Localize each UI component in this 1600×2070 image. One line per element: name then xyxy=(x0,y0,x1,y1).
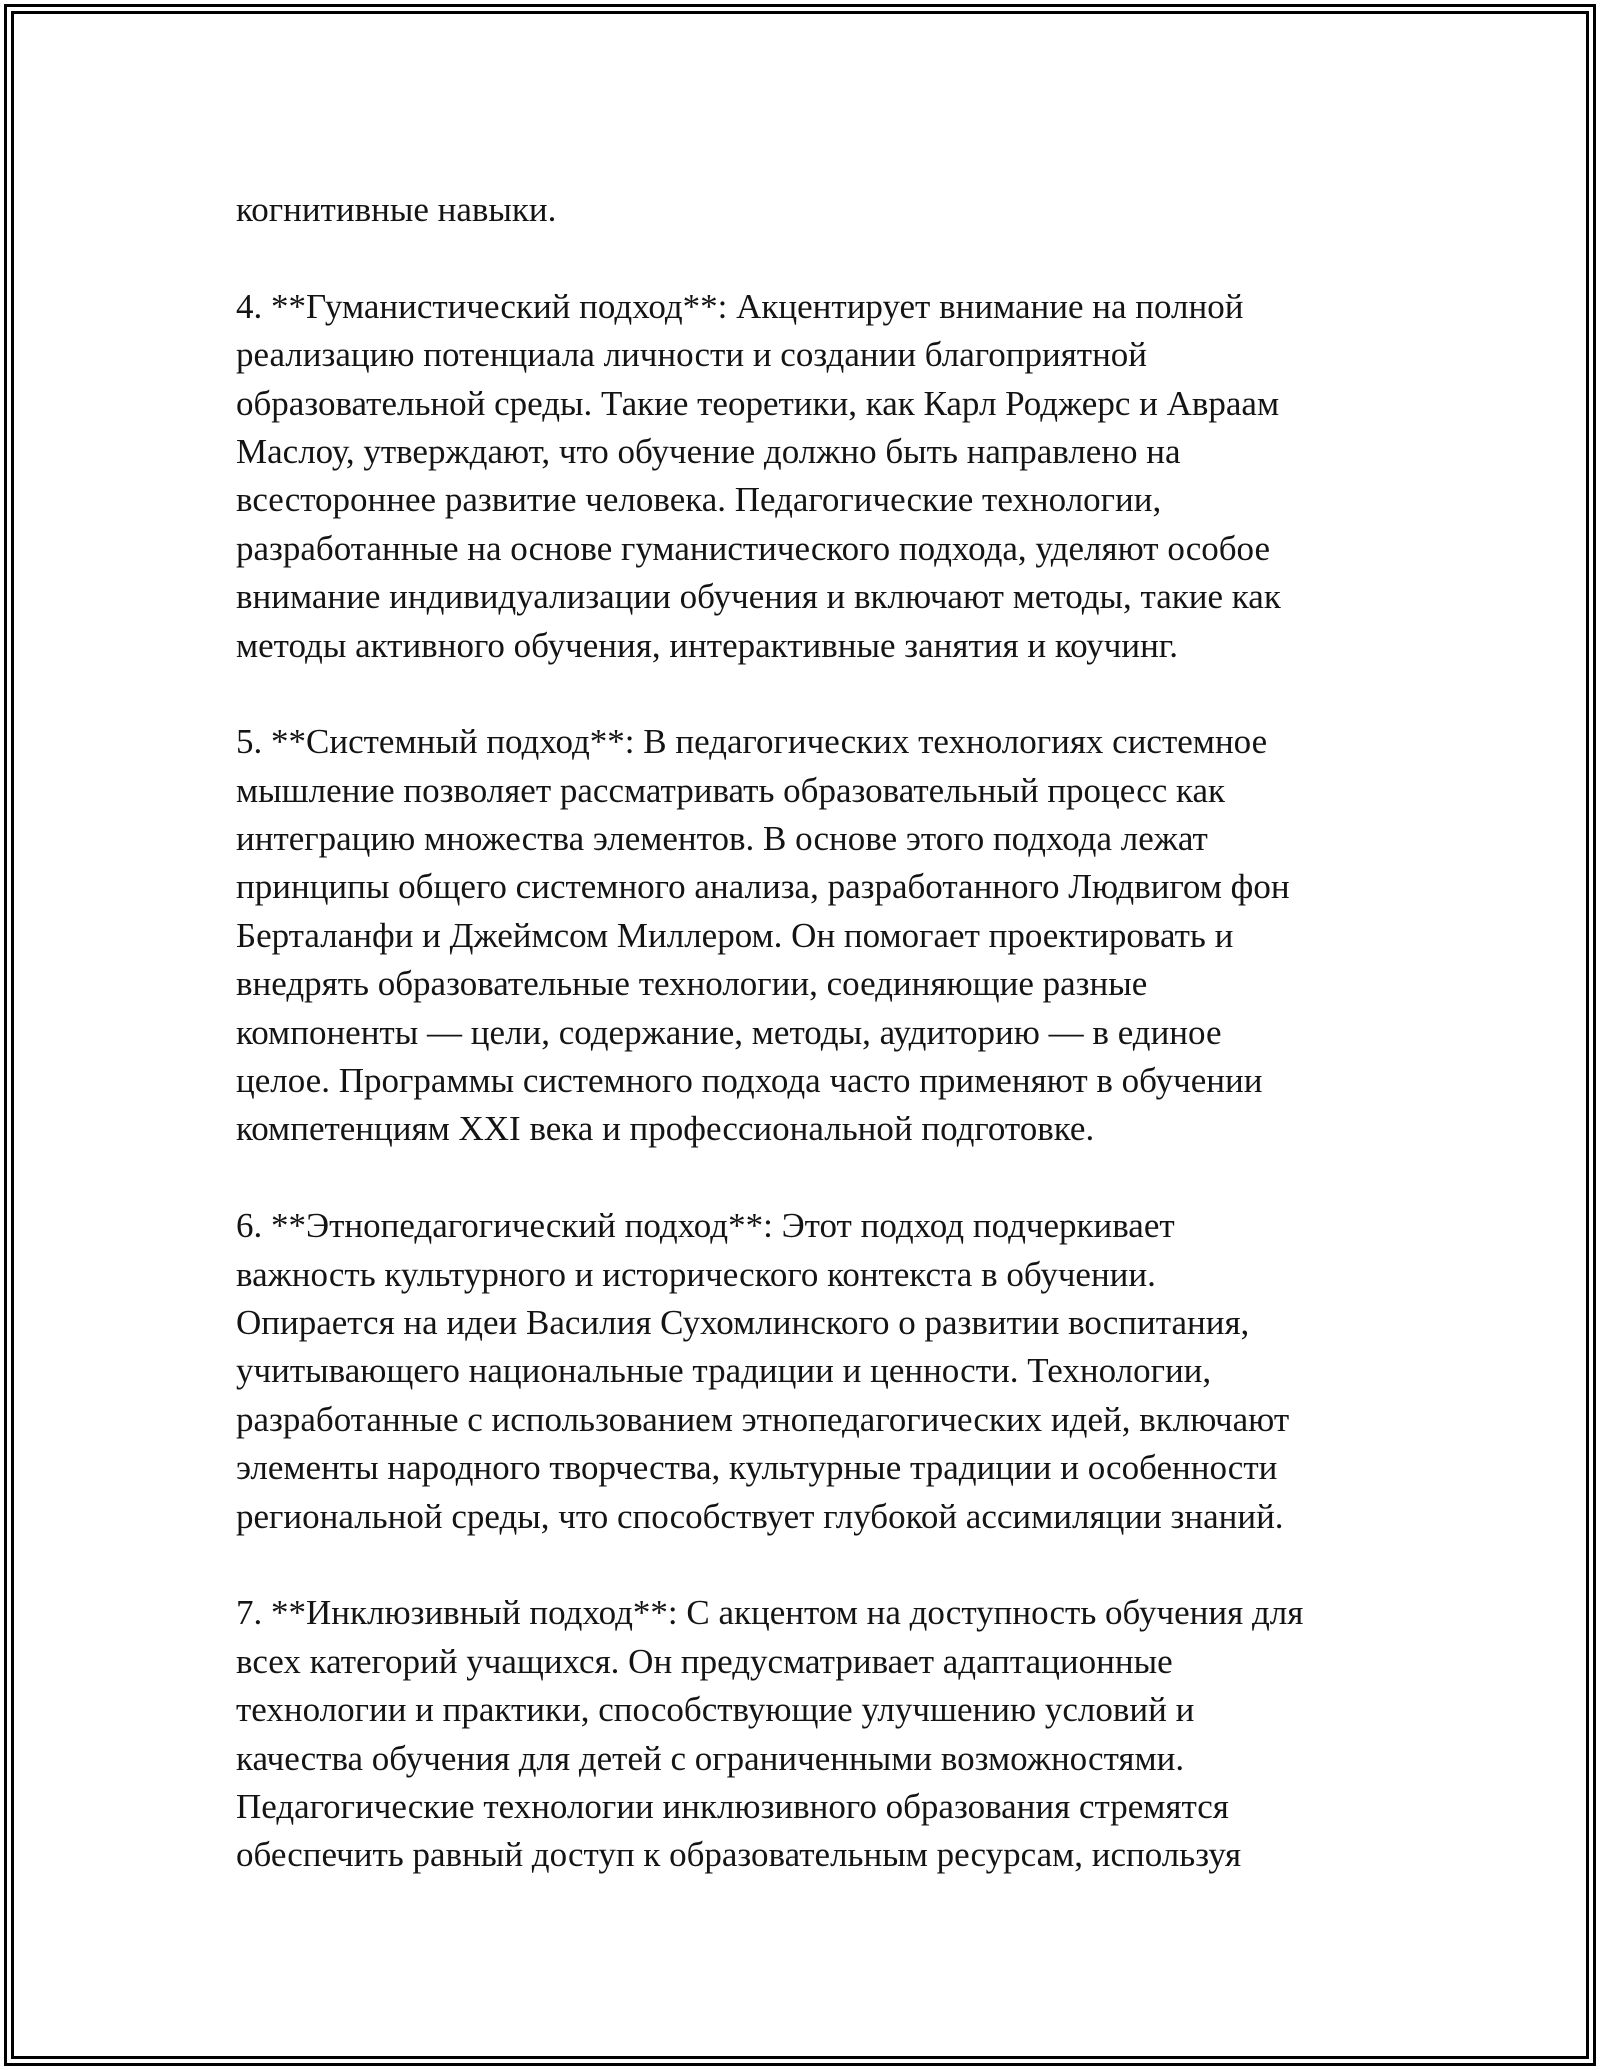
document-body xyxy=(236,186,1396,1928)
text-line: 7. **Инклюзивный подход**: С акцентом на доступность обучения для xyxy=(236,1593,1304,1633)
text-line: внедрять образовательные технологии, соединяющие разные xyxy=(236,964,1148,1004)
text-line: технологии и практики, способствующие улучшению условий и xyxy=(236,1690,1195,1730)
text-line: образовательной среды. Такие теоретики, как Карл Роджерс и Авраам xyxy=(236,383,1280,423)
paragraph-systems-approach xyxy=(236,718,1396,1154)
text-line: региональной среды, что способствует глубокой ассимиляции знаний. xyxy=(236,1496,1284,1536)
paragraph-ethnopedagogical-approach xyxy=(236,1202,1396,1541)
text-line: Опирается на идеи Василия Сухомлинского о развитии воспитания, xyxy=(236,1302,1250,1342)
text-line: реализацию потенциала личности и создании благоприятной xyxy=(236,335,1148,375)
text-line: компетенциям XXI века и профессиональной подготовке. xyxy=(236,1109,1095,1149)
text-line: учитывающего национальные традиции и ценности. Технологии, xyxy=(236,1351,1212,1391)
text-line: качества обучения для детей с ограниченными возможностями. xyxy=(236,1738,1185,1778)
text-line: компоненты — цели, содержание, методы, аудиторию — в единое xyxy=(236,1012,1222,1052)
text-line: всех категорий учащихся. Он предусматривает адаптационные xyxy=(236,1641,1173,1681)
text-line: внимание индивидуализации обучения и включают методы, такие как xyxy=(236,577,1281,617)
text-line: обеспечить равный доступ к образовательным ресурсам, используя xyxy=(236,1835,1242,1875)
paragraph-continuation xyxy=(236,186,1396,234)
text-line: когнитивные навыки. xyxy=(236,190,557,229)
text-line: 4. **Гуманистический подход**: Акцентирует внимание на полной xyxy=(236,286,1244,326)
text-line: разработанные с использованием этнопедагогических идей, включают xyxy=(236,1399,1290,1439)
text-line: Берталанфи и Джеймсом Миллером. Он помогает проектировать и xyxy=(236,915,1234,955)
text-line: 5. **Системный подход**: В педагогических технологиях системное xyxy=(236,722,1268,762)
text-line: разработанные на основе гуманистического подхода, уделяют особое xyxy=(236,528,1271,568)
text-line: мышление позволяет рассматривать образовательный процесс как xyxy=(236,770,1226,810)
paragraph-inclusive-approach xyxy=(236,1589,1396,1879)
text-line: всестороннее развитие человека. Педагогические технологии, xyxy=(236,480,1162,520)
paragraph-humanistic-approach xyxy=(236,283,1396,670)
text-line: элементы народного творчества, культурные традиции и особенности xyxy=(236,1448,1278,1488)
text-line: интеграцию множества элементов. В основе этого подхода лежат xyxy=(236,819,1208,859)
text-line: 6. **Этнопедагогический подход**: Этот подход подчеркивает xyxy=(236,1206,1175,1246)
text-line: методы активного обучения, интерактивные занятия и коучинг. xyxy=(236,625,1178,665)
text-line: важность культурного и исторического контекста в обучении. xyxy=(236,1254,1156,1294)
text-line: Педагогические технологии инклюзивного образования стремятся xyxy=(236,1786,1229,1826)
text-line: Маслоу, утверждают, что обучение должно быть направлено на xyxy=(236,431,1181,471)
text-line: принципы общего системного анализа, разработанного Людвигом фон xyxy=(236,867,1290,907)
text-line: целое. Программы системного подхода часто применяют в обучении xyxy=(236,1061,1263,1101)
